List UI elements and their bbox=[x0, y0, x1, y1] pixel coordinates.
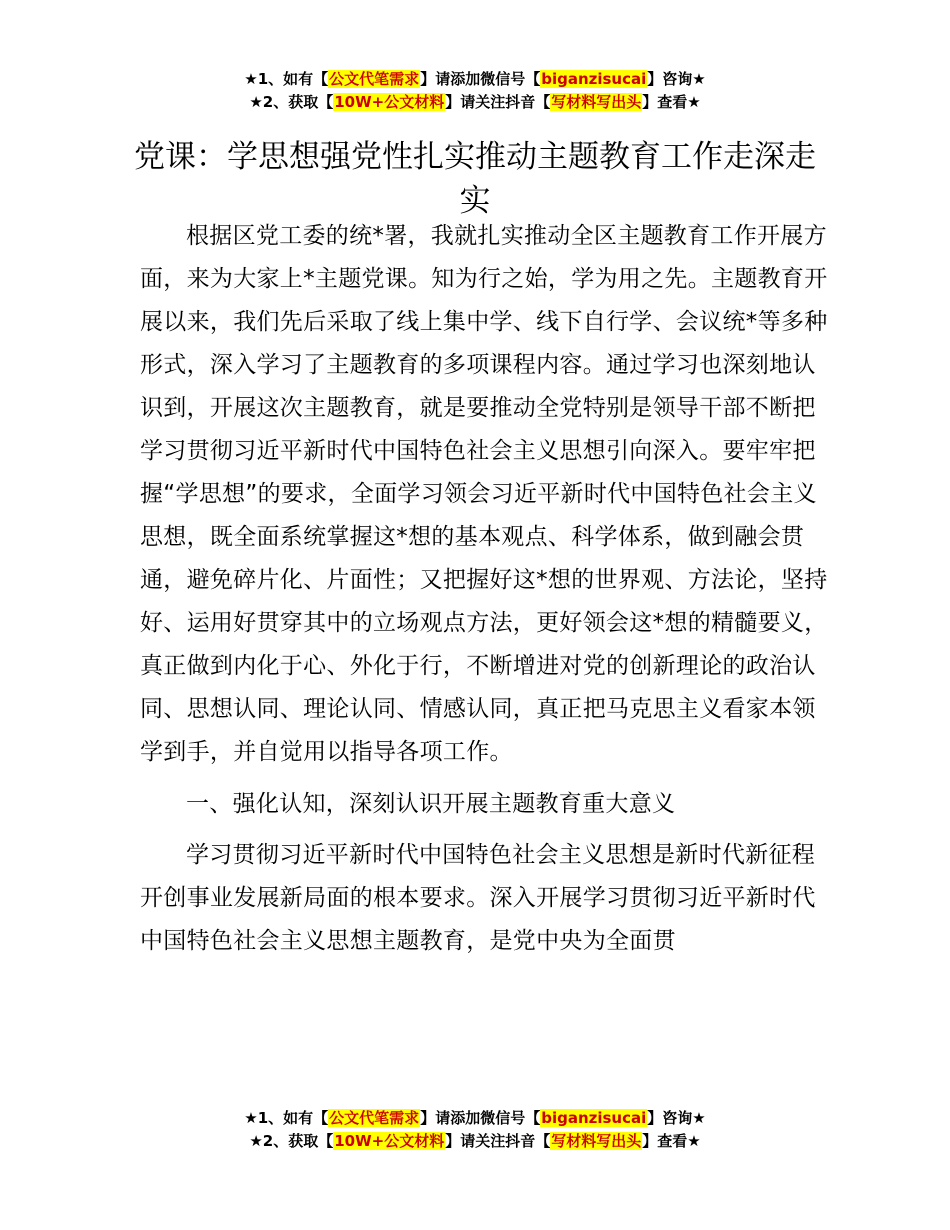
banner-line-2-prefix: ★2、获取【 bbox=[249, 1132, 334, 1150]
banner-line-1 bbox=[0, 1107, 950, 1130]
banner-line-2-mid: 】请关注抖音【 bbox=[445, 1132, 551, 1150]
banner-highlight-douyin-account: 写材料写出头 bbox=[551, 1132, 642, 1150]
body-paragraph: 根据区党工委的统*署，我就扎实推动全区主题教育工作开展方面，来为大家上*主题党课。知为行之始，学为用之先。主题教育开展以来，我们先后采取了线上集中学、线下自行学、会议统*等多种形式，深入学习了主题教育的多项课程内容。通过学习也深刻地认识到，开展这次主题教育，就是要推动全党特别是领导干部不断把学习贯彻习近平新时代中国特色社会主义思想引向深入。要牢牢把握“学思想”的要求，全面学习领会习近平新时代中国特色社会主义思想，既全面系统掌握这*想的基本观点、科学体系，做到融会贯通，避免碎片化、片面性；又把握好这*想的世界观、方法论，坚持好、运用好贯穿其中的立场观点方法，更好领会这*想的精髓要义，真正做到内化于心、外化于行，不断增进对党的创新理论的政治认同、思想认同、理论认同、情感认同，真正把马克思主义看家本领学到手，并自觉用以指导各项工作。 bbox=[140, 223, 828, 765]
banner-line-1-mid: 】请添加微信号【 bbox=[420, 1109, 541, 1127]
document-body bbox=[140, 215, 830, 963]
banner-line-2-prefix: ★2、获取【 bbox=[249, 93, 334, 111]
banner-line-1-mid: 】请添加微信号【 bbox=[420, 70, 541, 88]
banner-line-1-suffix: 】咨询★ bbox=[647, 70, 706, 88]
body-paragraph: 学习贯彻习近平新时代中国特色社会主义思想是新时代新征程开创事业发展新局面的根本要求。深入开展学习贯彻习近平新时代中国特色社会主义思想主题教育，是党中央为全面贯 bbox=[140, 842, 816, 954]
banner-line-2-suffix: 】查看★ bbox=[642, 93, 701, 111]
footer-banner bbox=[0, 1107, 950, 1153]
banner-highlight-materials: 10W+公文材料 bbox=[334, 1132, 445, 1150]
banner-highlight-writing-service: 公文代笔需求 bbox=[329, 70, 420, 88]
header-banner bbox=[0, 68, 950, 114]
document-title: 党课：学思想强党性扎实推动主题教育工作走深走实 bbox=[134, 138, 816, 219]
banner-line-2 bbox=[0, 91, 950, 114]
banner-highlight-writing-service: 公文代笔需求 bbox=[329, 1109, 420, 1127]
banner-line-2-suffix: 】查看★ bbox=[642, 1132, 701, 1150]
banner-highlight-wechat-id: biganzisucai bbox=[541, 70, 647, 88]
banner-line-2-mid: 】请关注抖音【 bbox=[445, 93, 551, 111]
banner-line-2 bbox=[0, 1130, 950, 1153]
banner-highlight-materials: 10W+公文材料 bbox=[334, 93, 445, 111]
banner-highlight-douyin-account: 写材料写出头 bbox=[551, 93, 642, 111]
banner-line-1 bbox=[0, 68, 950, 91]
banner-line-1-prefix: ★1、如有【 bbox=[244, 1109, 329, 1127]
banner-line-1-prefix: ★1、如有【 bbox=[244, 70, 329, 88]
banner-highlight-wechat-id: biganzisucai bbox=[541, 1109, 647, 1127]
section-heading: 一、强化认知，深刻认识开展主题教育重大意义 bbox=[186, 791, 676, 817]
banner-line-1-suffix: 】咨询★ bbox=[647, 1109, 706, 1127]
